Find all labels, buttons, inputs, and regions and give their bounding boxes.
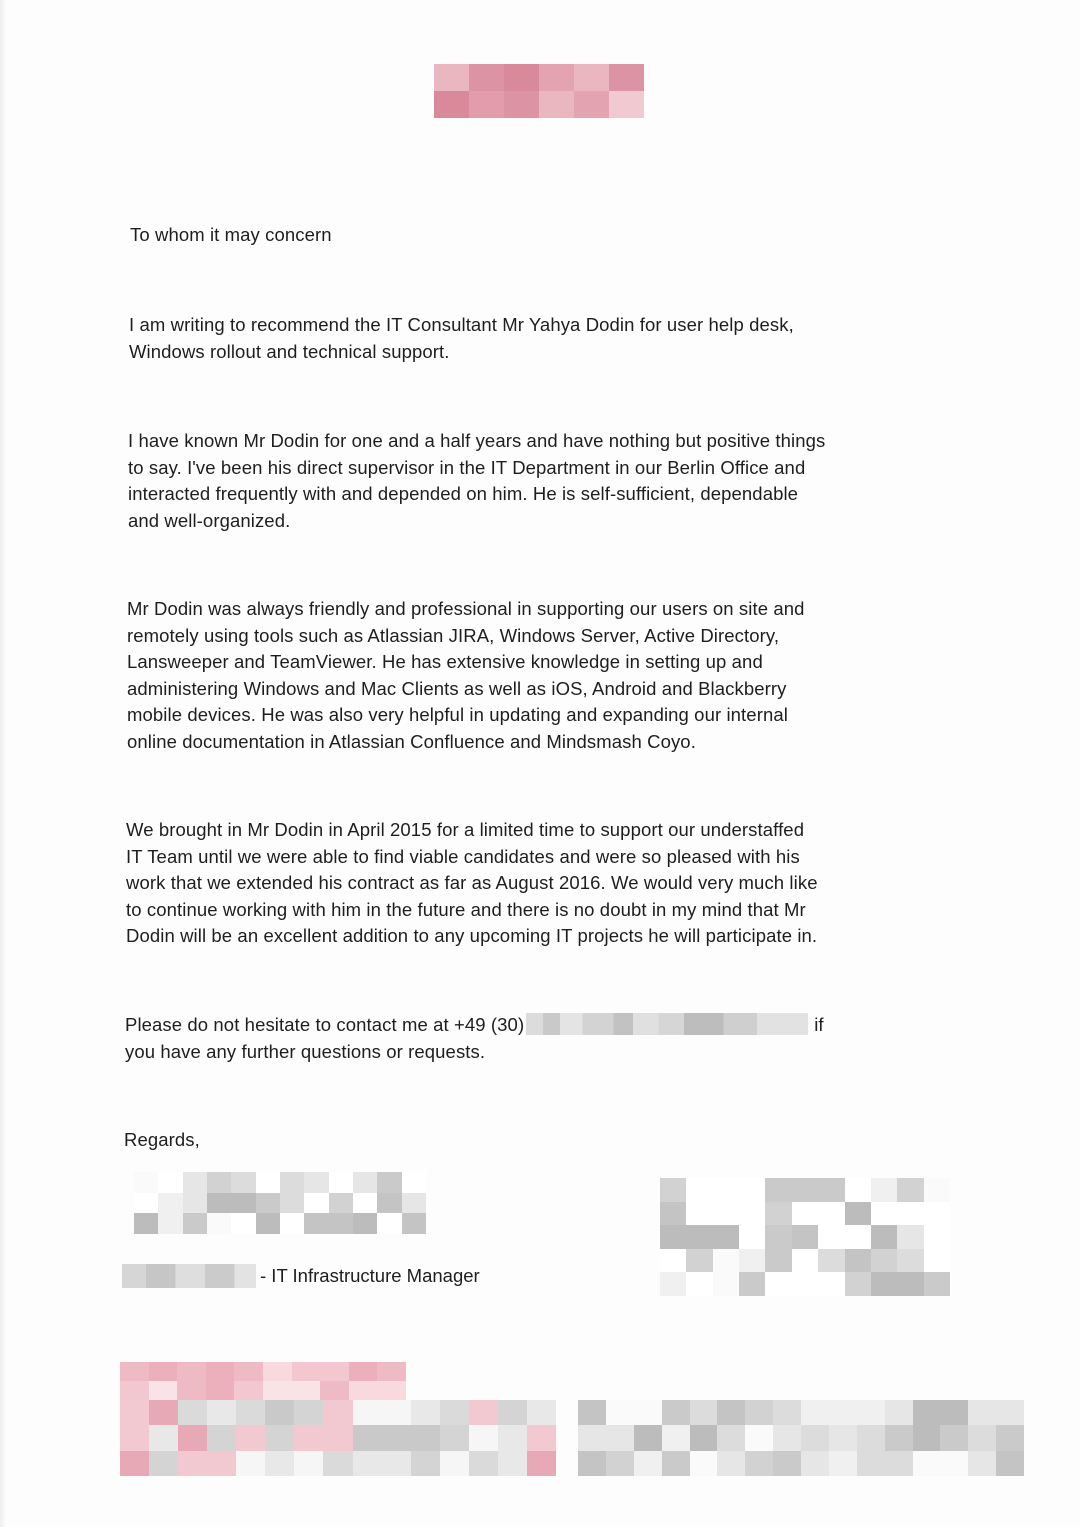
redaction-pixel xyxy=(739,1249,765,1273)
redaction-pixel xyxy=(968,1425,996,1450)
redaction-pixel xyxy=(829,1400,857,1425)
redaction-pixel xyxy=(660,1202,686,1226)
redaction-pixel xyxy=(609,91,644,118)
redaction-pixel xyxy=(845,1225,871,1249)
redaction-pixel xyxy=(857,1425,885,1450)
redaction-pixel xyxy=(792,1178,818,1202)
redaction-pixel xyxy=(158,1213,182,1234)
redaction-pixel xyxy=(765,1225,791,1249)
redaction-pixel xyxy=(440,1400,469,1425)
redacted-footer-header xyxy=(120,1362,406,1400)
signer-title: - IT Infrastructure Manager xyxy=(260,1265,480,1286)
redaction-pixel xyxy=(897,1249,923,1273)
redaction-pixel xyxy=(292,1381,321,1400)
redaction-pixel xyxy=(818,1202,844,1226)
redaction-pixel xyxy=(845,1249,871,1273)
redaction-pixel xyxy=(207,1400,236,1425)
redaction-pixel xyxy=(349,1381,378,1400)
redacted-signer-name xyxy=(122,1264,256,1288)
redaction-pixel xyxy=(440,1425,469,1450)
redaction-pixel xyxy=(402,1213,426,1234)
redaction-pixel xyxy=(353,1425,382,1450)
redaction-pixel xyxy=(857,1400,885,1425)
redaction-pixel xyxy=(606,1425,634,1450)
redaction-pixel xyxy=(845,1178,871,1202)
redaction-pixel xyxy=(256,1213,280,1234)
redaction-pixel xyxy=(690,1451,718,1476)
paragraph-relationship: I have known Mr Dodin for one and a half years and have nothing but positive things to say. I've been his direct supervisor in the IT Department in our Berlin Office and interacted frequently with and depended on him. He is self-sufficient, dependable and well-organized. xyxy=(128,430,826,531)
redaction-pixel xyxy=(739,1178,765,1202)
redaction-pixel xyxy=(353,1172,377,1193)
redaction-pixel xyxy=(527,1425,556,1450)
redaction-pixel xyxy=(411,1451,440,1476)
redaction-pixel xyxy=(256,1193,280,1214)
redaction-pixel xyxy=(402,1193,426,1214)
redaction-pixel xyxy=(304,1193,328,1214)
redaction-pixel xyxy=(885,1400,913,1425)
redaction-pixel xyxy=(885,1451,913,1476)
redaction-pixel xyxy=(234,1362,263,1381)
redaction-pixel xyxy=(323,1451,352,1476)
redaction-pixel xyxy=(792,1202,818,1226)
redaction-pixel xyxy=(634,1425,662,1450)
redaction-pixel xyxy=(207,1213,231,1234)
redaction-pixel xyxy=(765,1272,791,1296)
redaction-pixel xyxy=(801,1451,829,1476)
redaction-pixel xyxy=(745,1400,773,1425)
paragraph-skills: Mr Dodin was always friendly and professional in supporting our users on site and remotely using tools such as Atlassian JIRA, Windows Server, Active Directory, Lansweeper and TeamViewer. He has extensive knowledge in setting up and administering Windows and Mac Clients as well as iOS, Android and Blackberry mobile devices. He was also very helpful in updating and expanding our internal online documentation in Atlassian Confluence and Mindsmash Coyo. xyxy=(127,598,805,752)
redaction-pixel xyxy=(739,1202,765,1226)
redaction-pixel xyxy=(183,1193,207,1214)
redaction-pixel xyxy=(713,1178,739,1202)
redaction-pixel xyxy=(539,91,574,118)
redaction-pixel xyxy=(857,1451,885,1476)
redaction-pixel xyxy=(434,91,469,118)
paragraph-engagement: We brought in Mr Dodin in April 2015 for a limited time to support our understaffed IT Team until we were able to find viable candidates and were so pleased with his work that we extended his contract as far as August 2016. We would very much like to continue working with him in the future and there is no doubt in my mind that Mr Dodin will be an excellent addition to any upcoming IT projects he will participate in. xyxy=(126,819,818,946)
redaction-pixel xyxy=(924,1272,950,1296)
redaction-pixel xyxy=(713,1225,739,1249)
redaction-pixel xyxy=(149,1425,178,1450)
redaction-pixel xyxy=(498,1451,527,1476)
redaction-pixel xyxy=(765,1249,791,1273)
redaction-pixel xyxy=(120,1400,149,1425)
redaction-pixel xyxy=(606,1451,634,1476)
redaction-pixel xyxy=(377,1381,406,1400)
redaction-pixel xyxy=(134,1193,158,1214)
closing: Regards, xyxy=(124,1129,200,1150)
redaction-pixel xyxy=(469,1425,498,1450)
redaction-pixel xyxy=(713,1249,739,1273)
redaction-pixel xyxy=(294,1425,323,1450)
redaction-pixel xyxy=(382,1400,411,1425)
redaction-pixel xyxy=(323,1400,352,1425)
contact-prefix: Please do not hesitate to contact me at +49 (30) xyxy=(125,1014,525,1035)
redaction-pixel xyxy=(924,1178,950,1202)
redaction-pixel xyxy=(773,1451,801,1476)
redaction-pixel xyxy=(504,91,539,118)
redaction-pixel xyxy=(897,1225,923,1249)
redaction-pixel xyxy=(377,1362,406,1381)
redaction-pixel xyxy=(177,1362,206,1381)
redaction-pixel xyxy=(829,1425,857,1450)
redaction-pixel xyxy=(662,1425,690,1450)
redaction-pixel xyxy=(120,1425,149,1450)
redaction-pixel xyxy=(773,1425,801,1450)
redaction-pixel xyxy=(265,1451,294,1476)
redaction-pixel xyxy=(469,1400,498,1425)
redacted-footer-address xyxy=(120,1400,556,1476)
redaction-pixel xyxy=(792,1225,818,1249)
redaction-pixel xyxy=(968,1451,996,1476)
redaction-pixel xyxy=(304,1172,328,1193)
redaction-pixel xyxy=(829,1451,857,1476)
redaction-pixel xyxy=(411,1400,440,1425)
redaction-pixel xyxy=(120,1451,149,1476)
redaction-pixel xyxy=(178,1451,207,1476)
redaction-pixel xyxy=(527,1451,556,1476)
redaction-pixel xyxy=(574,91,609,118)
redaction-pixel xyxy=(717,1400,745,1425)
redaction-pixel xyxy=(690,1400,718,1425)
redaction-pixel xyxy=(660,1272,686,1296)
redaction-pixel xyxy=(996,1425,1024,1450)
redaction-pixel xyxy=(158,1193,182,1214)
redaction-pixel xyxy=(739,1272,765,1296)
redaction-pixel xyxy=(323,1425,352,1450)
redaction-pixel xyxy=(897,1202,923,1226)
redaction-pixel xyxy=(739,1225,765,1249)
redaction-pixel xyxy=(134,1172,158,1193)
redaction-pixel xyxy=(207,1193,231,1214)
redaction-pixel xyxy=(353,1193,377,1214)
redaction-pixel xyxy=(402,1172,426,1193)
redacted-phone-number xyxy=(526,1013,808,1035)
redaction-pixel xyxy=(940,1400,968,1425)
redaction-pixel xyxy=(913,1451,941,1476)
redaction-pixel xyxy=(871,1249,897,1273)
redaction-pixel xyxy=(574,64,609,91)
redaction-pixel xyxy=(236,1425,265,1450)
redaction-pixel xyxy=(845,1202,871,1226)
redaction-pixel xyxy=(349,1362,378,1381)
redaction-pixel xyxy=(236,1451,265,1476)
redaction-pixel xyxy=(578,1451,606,1476)
redaction-pixel xyxy=(606,1400,634,1425)
contact-line-2: you have any further questions or requests. xyxy=(125,1040,486,1062)
redaction-pixel xyxy=(434,64,469,91)
redaction-pixel xyxy=(527,1400,556,1425)
redaction-pixel xyxy=(578,1425,606,1450)
redaction-pixel xyxy=(885,1425,913,1450)
scan-edge xyxy=(0,0,6,1527)
redaction-pixel xyxy=(353,1400,382,1425)
redaction-pixel xyxy=(897,1272,923,1296)
redaction-pixel xyxy=(280,1213,304,1234)
redaction-pixel xyxy=(924,1202,950,1226)
redaction-pixel xyxy=(353,1213,377,1234)
contact-paragraph xyxy=(125,1012,905,1065)
paragraph-introduction: I am writing to recommend the IT Consultant Mr Yahya Dodin for user help desk, Windows rollout and technical support. xyxy=(129,314,794,362)
redaction-pixel xyxy=(178,1425,207,1450)
redaction-pixel xyxy=(304,1213,328,1234)
redaction-pixel xyxy=(897,1178,923,1202)
signer-line xyxy=(122,1263,480,1289)
redaction-pixel xyxy=(329,1172,353,1193)
redaction-pixel xyxy=(745,1451,773,1476)
redaction-pixel xyxy=(280,1193,304,1214)
redaction-pixel xyxy=(871,1202,897,1226)
redaction-pixel xyxy=(120,1362,149,1381)
redaction-pixel xyxy=(690,1425,718,1450)
redaction-pixel xyxy=(329,1213,353,1234)
redaction-pixel xyxy=(845,1272,871,1296)
redaction-pixel xyxy=(149,1400,178,1425)
redaction-pixel xyxy=(871,1225,897,1249)
redaction-pixel xyxy=(713,1202,739,1226)
redaction-pixel xyxy=(871,1272,897,1296)
redaction-pixel xyxy=(686,1249,712,1273)
redaction-pixel xyxy=(231,1213,255,1234)
redaction-pixel xyxy=(818,1225,844,1249)
redaction-pixel xyxy=(294,1400,323,1425)
redaction-pixel xyxy=(207,1425,236,1450)
redaction-pixel xyxy=(263,1381,292,1400)
redaction-pixel xyxy=(660,1225,686,1249)
redaction-pixel xyxy=(183,1213,207,1234)
redaction-pixel xyxy=(265,1425,294,1450)
redaction-pixel xyxy=(149,1362,178,1381)
redaction-pixel xyxy=(913,1425,941,1450)
redacted-stamp xyxy=(660,1178,950,1296)
redaction-pixel xyxy=(207,1451,236,1476)
redaction-pixel xyxy=(686,1178,712,1202)
redaction-pixel xyxy=(256,1172,280,1193)
redaction-pixel xyxy=(713,1272,739,1296)
redaction-pixel xyxy=(686,1225,712,1249)
redaction-pixel xyxy=(265,1400,294,1425)
redaction-pixel xyxy=(440,1451,469,1476)
redaction-pixel xyxy=(765,1178,791,1202)
redaction-pixel xyxy=(773,1400,801,1425)
redaction-pixel xyxy=(329,1193,353,1214)
redaction-pixel xyxy=(968,1400,996,1425)
salutation: To whom it may concern xyxy=(130,224,332,245)
redaction-pixel xyxy=(377,1213,401,1234)
redaction-pixel xyxy=(183,1172,207,1193)
redaction-pixel xyxy=(469,1451,498,1476)
redaction-pixel xyxy=(206,1362,235,1381)
redaction-pixel xyxy=(634,1400,662,1425)
redaction-pixel xyxy=(149,1381,178,1400)
redaction-pixel xyxy=(609,64,644,91)
redaction-pixel xyxy=(177,1381,206,1400)
redaction-pixel xyxy=(353,1451,382,1476)
redaction-pixel xyxy=(662,1451,690,1476)
redaction-pixel xyxy=(765,1202,791,1226)
redaction-pixel xyxy=(913,1400,941,1425)
redaction-pixel xyxy=(996,1451,1024,1476)
redaction-pixel xyxy=(149,1451,178,1476)
redaction-pixel xyxy=(206,1381,235,1400)
redaction-pixel xyxy=(686,1202,712,1226)
redaction-pixel xyxy=(996,1400,1024,1425)
redaction-pixel xyxy=(178,1400,207,1425)
redaction-pixel xyxy=(280,1172,304,1193)
redaction-pixel xyxy=(207,1172,231,1193)
redaction-pixel xyxy=(320,1381,349,1400)
redaction-pixel xyxy=(662,1400,690,1425)
redaction-pixel xyxy=(660,1178,686,1202)
redaction-pixel xyxy=(924,1225,950,1249)
redaction-pixel xyxy=(818,1178,844,1202)
redaction-pixel xyxy=(871,1178,897,1202)
redaction-pixel xyxy=(924,1249,950,1273)
redaction-pixel xyxy=(263,1362,292,1381)
redacted-logo xyxy=(434,64,644,118)
redaction-pixel xyxy=(801,1400,829,1425)
redaction-pixel xyxy=(940,1451,968,1476)
redaction-pixel xyxy=(539,64,574,91)
redaction-pixel xyxy=(792,1249,818,1273)
redaction-pixel xyxy=(231,1193,255,1214)
redaction-pixel xyxy=(745,1425,773,1450)
redaction-pixel xyxy=(498,1425,527,1450)
redaction-pixel xyxy=(231,1172,255,1193)
redaction-pixel xyxy=(818,1249,844,1273)
redaction-pixel xyxy=(717,1451,745,1476)
redaction-pixel xyxy=(818,1272,844,1296)
redaction-pixel xyxy=(234,1381,263,1400)
redaction-pixel xyxy=(292,1362,321,1381)
redaction-pixel xyxy=(158,1172,182,1193)
redaction-pixel xyxy=(578,1400,606,1425)
redaction-pixel xyxy=(717,1425,745,1450)
redacted-footer-details xyxy=(578,1400,1024,1476)
redaction-pixel xyxy=(134,1213,158,1234)
redaction-pixel xyxy=(320,1362,349,1381)
redacted-signature xyxy=(134,1172,426,1234)
redaction-pixel xyxy=(236,1400,265,1425)
redaction-pixel xyxy=(498,1400,527,1425)
redaction-pixel xyxy=(377,1172,401,1193)
redaction-pixel xyxy=(801,1425,829,1450)
redaction-pixel xyxy=(940,1425,968,1450)
redaction-pixel xyxy=(382,1425,411,1450)
redaction-pixel xyxy=(382,1451,411,1476)
redaction-pixel xyxy=(377,1193,401,1214)
redaction-pixel xyxy=(469,91,504,118)
redaction-pixel xyxy=(792,1272,818,1296)
redaction-pixel xyxy=(411,1425,440,1450)
redaction-pixel xyxy=(469,64,504,91)
redaction-pixel xyxy=(294,1451,323,1476)
redaction-pixel xyxy=(120,1381,149,1400)
redaction-pixel xyxy=(660,1249,686,1273)
redaction-pixel xyxy=(686,1272,712,1296)
redaction-pixel xyxy=(504,64,539,91)
redaction-pixel xyxy=(634,1451,662,1476)
contact-suffix: if xyxy=(814,1014,824,1035)
